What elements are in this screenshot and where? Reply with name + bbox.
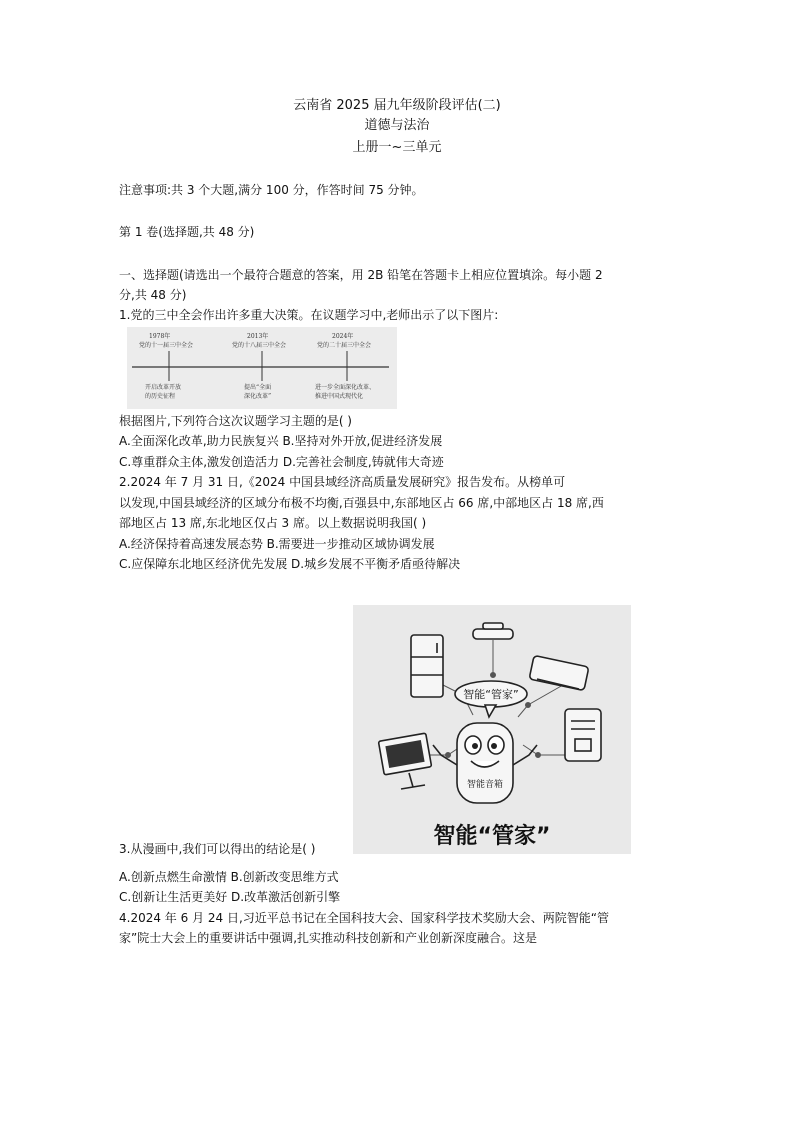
q2-stem-2: 以发现,中国县域经济的区域分布极不均衡,百强县中,东部地区占 66 席,中部地区占 18 席,西 [119,496,604,510]
timeline-desc-2a: 提出“全面 [244,384,272,391]
exam-scope: 上册一~三单元 [352,140,442,155]
timeline-desc-3a: 进一步全面深化改革、 [315,384,376,391]
q3-options-ab: A.创新点燃生命激情 B.创新改变思维方式 [119,870,339,884]
q4-stem-1: 4.2024 年 6 月 24 日,习近平总书记在全国科技大会、国家科学技术奖励大会、两院智能“管 [119,911,609,925]
q3-cartoon-figure [353,605,631,854]
cartoon-caption: 智能“管家” [433,824,551,849]
timeline-desc-3b: 推进中国式现代化 [315,393,364,400]
timeline-year-2: 2013年 [247,333,269,340]
q2-stem-1: 2.2024 年 7 月 31 日,《2024 中国县域经济高质量发展研究》报告发布。从榜单可 [119,475,566,489]
q1-question: 根据图片,下列符合这次议题学习主题的是( ) [119,414,352,428]
exam-title: 云南省 2025 届九年级阶段评估(二) [293,98,501,113]
part1-title: 第 1 卷(选择题,共 48 分) [119,225,255,239]
timeline-meeting-2: 党的十八届三中全会 [232,342,287,349]
q3-options-cd: C.创新让生活更美好 D.改革激活创新引擎 [119,890,341,904]
timeline-desc-1b: 的历史征程 [145,393,176,400]
bubble-text: 智能“管家” [463,688,519,701]
q1-timeline-figure [127,327,397,409]
timeline-meeting-3: 党的二十届三中全会 [317,342,372,349]
exam-subject: 道德与法治 [364,118,430,133]
timeline-year-1: 1978年 [149,333,171,340]
timeline-year-3: 2024年 [332,333,354,340]
section1-instruction: 一、选择题(请选出一个最符合题意的答案，用 2B 铅笔在答题卡上相应位置填涂。每小题 2 [119,268,603,282]
timeline-desc-2b: 深化改革” [244,393,272,400]
q4-stem-2: 家”院士大会上的重要讲话中强调,扎实推动科技创新和产业创新深度融合。这是 [119,931,538,945]
timeline-desc-1a: 开启改革开放 [145,384,182,391]
timeline-meeting-1: 党的十一届三中全会 [139,342,194,349]
speaker-label: 智能音箱 [466,780,504,790]
q3-stem: 3.从漫画中,我们可以得出的结论是( ) [119,842,316,856]
exam-notice: 注意事项:共 3 个大题,满分 100 分，作答时间 75 分钟。 [119,183,424,197]
section1-instruction-cont: 分,共 48 分) [119,288,187,302]
refrigerator-icon [411,635,443,697]
q2-stem-3: 部地区占 13 席,东北地区仅占 3 席。以上数据说明我国( ) [119,516,427,530]
q2-options-cd: C.应保障东北地区经济优先发展 D.城乡发展不平衡矛盾亟待解决 [119,557,461,571]
q1-options-ab: A.全面深化改革,助力民族复兴 B.坚持对外开放,促进经济发展 [119,434,443,448]
q1-stem: 1.党的三中全会作出许多重大决策。在议题学习中,老师出示了以下图片: [119,308,499,322]
q2-options-ab: A.经济保持着高速发展态势 B.需要进一步推动区域协调发展 [119,537,435,551]
air-purifier-icon [565,709,601,761]
q1-options-cd: C.尊重群众主体,激发创造活力 D.完善社会制度,铸就伟大奇迹 [119,455,444,469]
